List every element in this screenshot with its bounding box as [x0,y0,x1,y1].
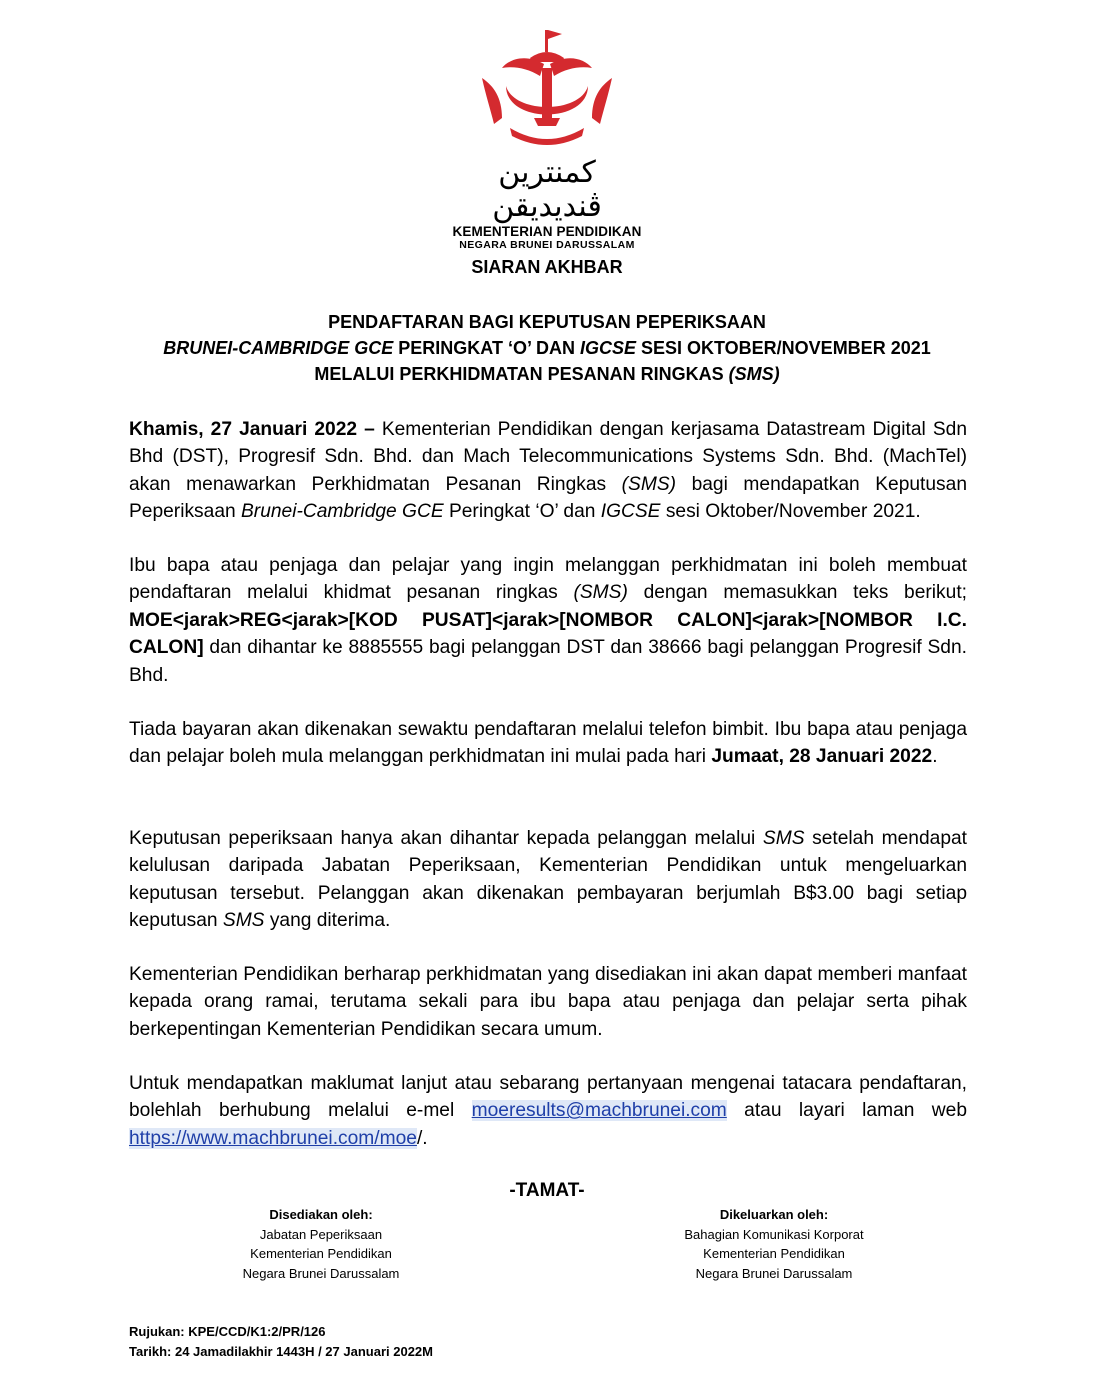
paragraph-registration: Ibu bapa atau penjaga dan pelajar yang ingin melanggan perkhidmatan ini boleh membuat pendaftaran melalui khidmat pesanan ringkas (SMS) dengan memasukkan teks berikut; MOE<jarak>REG<jarak>[KOD PUSAT]<jarak>[NOMBOR CALON]<jarak>[NOMBOR I.C. CALON] dan dihantar ke 8885555 bagi pelanggan DST dan 38666 bagi pelanggan Progresif Sdn. Bhd. [129,555,967,686]
issued-by-line: Kementerian Pendidikan [703,1246,845,1261]
issued-by-block [634,1205,914,1283]
issued-by-line: Negara Brunei Darussalam [695,1265,853,1281]
prepared-by-line: Kementerian Pendidikan [250,1246,392,1261]
paragraph-intro: Khamis, 27 Januari 2022 – Kementerian Pendidikan dengan kerjasama Datastream Digital Sdn Bhd (DST), Progresif Sdn. Bhd. dan Mach Telecommunications Systems Sdn. Bhd. (MachTel) akan menawarkan Perkhidmatan Pesanan Ringkas (SMS) bagi mendapatkan Keputusan Peperiksaan Brunei-Cambridge GCE Peringkat ‘O’ dan IGCSE sesi Oktober/November 2021. [129,419,967,523]
press-release-title [0,309,1094,387]
paragraph-closing: Kementerian Pendidikan berharap perkhidmatan yang disediakan ini akan dapat memberi manfaat kepada orang ramai, terutama sekali para ibu bapa atau penjaga dan pelajar serta pihak berkepentingan Kementerian Pendidikan secara umum. [129,964,967,1040]
paragraph-results-delivery: Keputusan peperiksaan hanya akan dihantar kepada pelanggan melalui SMS setelah mendapat kelulusan daripada Jabatan Peperiksaan, Kementerian Pendidikan untuk mengeluarkan keputusan tersebut. Pelanggan akan dikenakan pembayaran berjumlah B$3.00 bagi setiap keputusan SMS yang diterima. [129,828,967,932]
paragraph-contact: Untuk mendapatkan maklumat lanjut atau sebarang pertanyaan mengenai tatacara pendaftaran, bolehlah berhubung melalui e-mel moeresults@machbrunei.com atau layari laman web https://www.machbrunei.com/moe/. [129,1073,968,1149]
paragraph-free-registration: Tiada bayaran akan dikenakan sewaktu pendaftaran melalui telefon bimbit. Ibu bapa atau penjaga dan pelajar boleh mula melanggan perkhidmatan ini mulai pada hari Jumaat, 28 Januari 2022. [129,719,967,768]
ministry-country: NEGARA BRUNEI DARUSSALAM [459,239,635,251]
prepared-by-block [181,1205,461,1283]
prepared-by-title: Disediakan oleh: [269,1207,373,1222]
letterhead [440,24,654,251]
sms-code-format: MOE<jarak>REG<jarak>[KOD PUSAT]<jarak>[NOMBOR CALON]<jarak>[NOMBOR I.C. CALON] [129,609,967,659]
ministry-name: KEMENTERIAN PENDIDIKAN [452,224,642,239]
website-link[interactable]: https://www.machbrunei.com/moe [129,1127,417,1149]
reference-block [129,1322,433,1362]
reference-number: Rujukan: KPE/CCD/K1:2/PR/126 [129,1324,326,1339]
title-line-2: BRUNEI-CAMBRIDGE GCE PERINGKAT ‘O’ DAN IGCSE SESI OKTOBER/NOVEMBER 2021 [163,338,931,358]
issued-by-title: Dikeluarkan oleh: [719,1207,829,1222]
brunei-crest-icon [472,24,622,154]
email-link[interactable]: moeresults@machbrunei.com [471,1100,727,1122]
prepared-by-line: Jabatan Peperiksaan [259,1226,383,1242]
press-release-heading: SIARAN AKHBAR [471,257,623,277]
end-marker: -TAMAT- [509,1180,585,1201]
prepared-by-line: Negara Brunei Darussalam [242,1265,400,1281]
jawi-ministry-name: کمنترين ڤنديديقن [492,155,602,224]
title-line-1: PENDAFTARAN BAGI KEPUTUSAN PEPERIKSAAN [328,312,766,332]
title-line-3: MELALUI PERKHIDMATAN PESANAN RINGKAS (SMS) [314,364,780,384]
issued-by-line: Bahagian Komunikasi Korporat [684,1226,864,1242]
reference-date: Tarikh: 24 Jamadilakhir 1443H / 27 Januari 2022M [129,1344,433,1359]
